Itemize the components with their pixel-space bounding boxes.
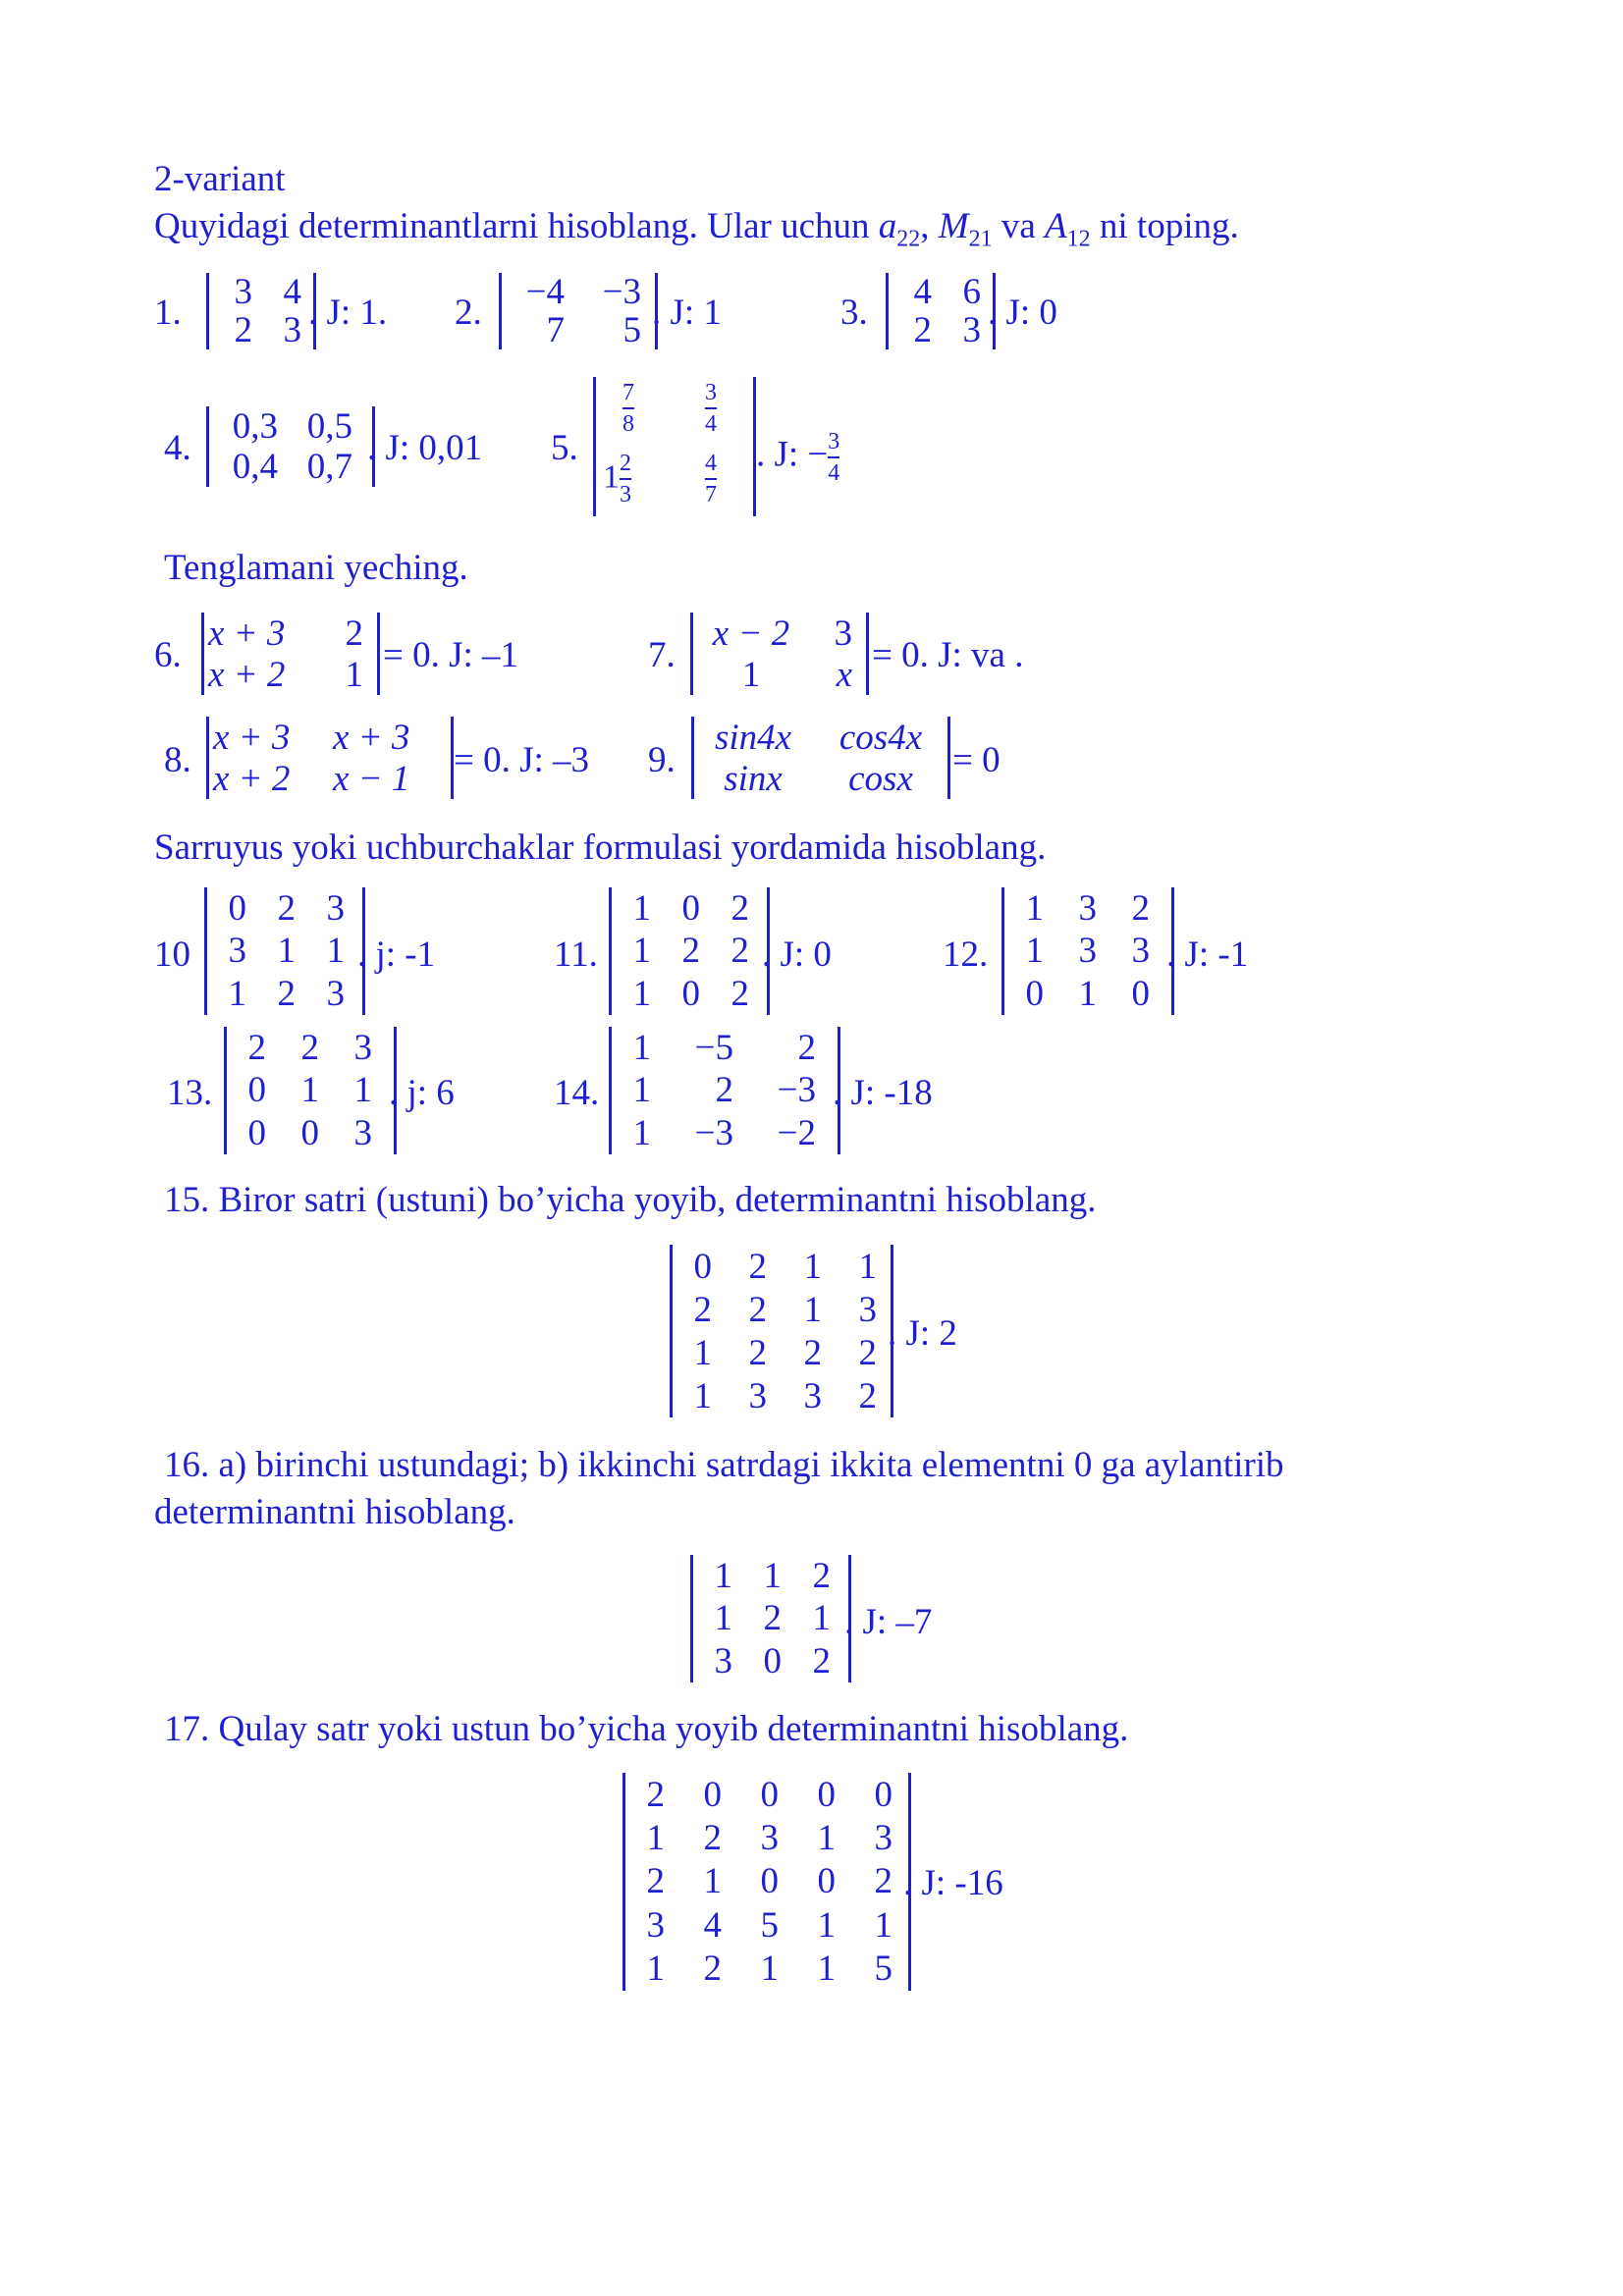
problem-7-number: 7. [648, 635, 676, 675]
problem-4-number: 4. [164, 428, 191, 468]
problem-15-matrix: 0 2 1 1 2 2 1 3 1 2 2 2 1 3 3 2 [670, 1245, 893, 1417]
problem-16-text-line1: 16. a) birinchi ustundagi; b) ikkinchi satrdagi ikkita elementni 0 ga aylantirib [164, 1445, 1284, 1485]
problem-11-number: 11. [554, 934, 598, 975]
problem-11-answer: . J: 0 [762, 934, 832, 975]
problem-12-number: 12. [943, 934, 989, 975]
section-equations-heading: Tenglamani yeching. [164, 548, 468, 588]
problem-14-number: 14. [554, 1073, 600, 1113]
problem-16-answer: . J: –7 [844, 1602, 933, 1642]
problem-17-matrix: 2 0 0 0 0 1 2 3 1 3 2 1 0 0 2 3 4 5 1 1 1 2 1 1 5 [622, 1773, 911, 1991]
problem-2-answer: . J: 1 [652, 293, 722, 333]
problem-12-answer: . J: -1 [1166, 934, 1249, 975]
problem-6-matrix: x + 3 2 x + 2 1 [201, 613, 380, 695]
problem-1-answer: . J: 1. [308, 293, 388, 333]
problem-7-answer: = 0. J: va . [872, 635, 1024, 675]
problem-9-number: 9. [648, 740, 676, 780]
problem-1-number: 1. [154, 293, 182, 333]
problem-11-matrix: 1 0 2 1 2 2 1 0 2 [609, 887, 770, 1015]
problem-8-answer: = 0. J: –3 [454, 740, 590, 780]
problem-3-answer: . J: 0 [988, 293, 1057, 333]
problem-4-matrix: 0,3 0,5 0,4 0,7 [206, 406, 375, 487]
problem-10-answer: . j: -1 [357, 934, 436, 975]
problem-2-number: 2. [455, 293, 482, 333]
problem-3-matrix: 4 6 2 3 [886, 273, 996, 349]
problem-13-number: 13. [167, 1073, 213, 1113]
problem-14-matrix: 1 −5 2 1 2 −3 1 −3 −2 [609, 1027, 840, 1154]
problem-10-matrix: 0 2 3 3 1 1 1 2 3 [204, 887, 365, 1015]
problem-8-number: 8. [164, 740, 191, 780]
problem-7-matrix: x − 2 3 1 x [690, 613, 869, 695]
problem-6-answer: = 0. J: –1 [383, 635, 519, 675]
problem-14-answer: . J: -18 [833, 1073, 933, 1113]
problem-15-answer: . J: 2 [888, 1313, 957, 1354]
problem-16-text-line2: determinantni hisoblang. [154, 1492, 515, 1532]
problem-5-cell-4: $\frac{4}{7}$ [705, 451, 717, 507]
problem-10-number: 10 [154, 934, 190, 975]
problem-12-matrix: 1 3 2 1 3 3 0 1 0 [1001, 887, 1174, 1015]
problem-13-matrix: 2 2 3 0 1 1 0 0 3 [224, 1027, 397, 1154]
problem-9-matrix: sin4x cos4x sinx cosx [691, 717, 950, 799]
problem-1-matrix: 3 4 2 3 [206, 273, 316, 349]
problem-9-answer: = 0 [952, 740, 1001, 780]
problem-3-number: 3. [840, 293, 868, 333]
instructions: Quyidagi determinantlarni hisoblang. Ular uchun $a_{22}$, $M_{21}$ va $A_{12}$ ni toping. [154, 206, 1239, 252]
problem-17-text: 17. Qulay satr yoki ustun bo’yicha yoyib determinantni hisoblang. [164, 1709, 1129, 1749]
problem-17-answer: . J: -16 [903, 1863, 1003, 1903]
problem-8-matrix: x + 3 x + 3 x + 2 x − 1 [206, 717, 454, 799]
problem-2-matrix: −4 −3 7 5 [499, 273, 658, 349]
problem-13-answer: . j: 6 [389, 1073, 455, 1113]
problem-5-cell-3: 1 $\frac{2}{3}$ [603, 451, 631, 507]
problem-15-text: 15. Biror satri (ustuni) bo’yicha yoyib, determinantni hisoblang. [164, 1180, 1097, 1220]
problem-5-number: 5. [551, 428, 578, 468]
variant-title: 2-variant [154, 159, 286, 199]
problem-5-cell-1: $\frac{7}{8}$ [622, 380, 634, 437]
problem-5-cell-2: $\frac{3}{4}$ [705, 380, 717, 437]
problem-16-matrix: 1 1 2 1 2 1 3 0 2 [690, 1555, 851, 1682]
problem-4-answer: . J: 0,01 [367, 428, 483, 468]
section-sarrus-heading: Sarruyus yoki uchburchaklar formulasi yordamida hisoblang. [154, 828, 1047, 868]
problem-6-number: 6. [154, 635, 182, 675]
problem-5-answer: . J: − $\frac{3}{4}$ [756, 429, 840, 486]
